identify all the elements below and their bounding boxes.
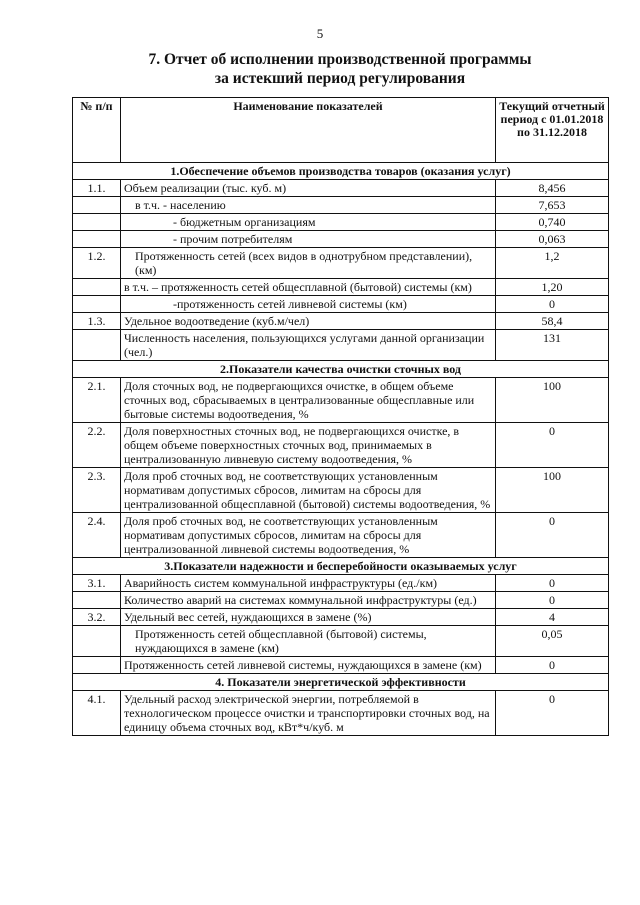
row-value: 0 [496,657,609,674]
table-row [73,468,609,513]
row-name: Доля сточных вод, не подвергающихся очистке, в общем объеме сточных вод, сбрасываемых в централизованные общесплавные или бытовые системы водоотведения, % [121,378,496,423]
table-row [73,214,609,231]
row-name: Удельный расход электрической энергии, потребляемой в технологическом процессе очистки и транспортировки сточных вод, на единицу объема сточных вод, кВт*ч/куб. м [121,691,496,736]
table-row [73,609,609,626]
row-num [73,592,121,609]
row-num: 2.4. [73,513,121,558]
row-value: 58,4 [496,313,609,330]
row-num: 1.2. [73,248,121,279]
section-title: 2.Показатели качества очистки сточных вод [73,361,609,378]
row-name: -протяженность сетей ливневой системы (км) [121,296,496,313]
title-line-2: за истекший период регулирования [214,70,466,87]
row-value: 100 [496,378,609,423]
row-value: 1,2 [496,248,609,279]
section-row [73,361,609,378]
header-value: Текущий отчетный период с 01.01.2018 по 31.12.2018 [496,98,609,163]
section-row [73,558,609,575]
section-row [73,163,609,180]
section-title: 4. Показатели энергетической эффективности [73,674,609,691]
row-value: 100 [496,468,609,513]
row-num [73,626,121,657]
row-value: 8,456 [496,180,609,197]
section-title: 1.Обеспечение объемов производства товаров (оказания услуг) [73,163,609,180]
row-num: 3.1. [73,575,121,592]
row-name: Протяженность сетей общесплавной (бытовой) системы, нуждающихся в замене (км) [121,626,496,657]
row-name: - прочим потребителям [121,231,496,248]
table-row [73,279,609,296]
table-row [73,231,609,248]
row-name: Протяженность сетей (всех видов в однотрубном представлении), (км) [121,248,496,279]
row-num [73,197,121,214]
row-name: Доля проб сточных вод, не соответствующих установленным нормативам допустимых сбросов, лимитам на сбросы для централизованной ливневой системы водоотведения, % [121,513,496,558]
row-value: 1,20 [496,279,609,296]
table-row [73,575,609,592]
row-name: Удельный вес сетей, нуждающихся в замене (%) [121,609,496,626]
row-num: 2.2. [73,423,121,468]
row-name: в т.ч. – протяженность сетей общесплавной (бытовой) системы (км) [121,279,496,296]
row-value: 131 [496,330,609,361]
row-name: - бюджетным организациям [121,214,496,231]
row-value: 7,653 [496,197,609,214]
row-value: 0 [496,513,609,558]
row-name: Аварийность систем коммунальной инфраструктуры (ед./км) [121,575,496,592]
row-value: 0,05 [496,626,609,657]
row-num [73,657,121,674]
row-num [73,214,121,231]
row-value: 4 [496,609,609,626]
header-num: № п/п [73,98,121,163]
row-value: 0,740 [496,214,609,231]
section-row [73,674,609,691]
row-num: 1.1. [73,180,121,197]
table-row [73,626,609,657]
table-row [73,296,609,313]
header-name: Наименование показателей [121,98,496,163]
table-row [73,657,609,674]
row-num: 4.1. [73,691,121,736]
row-name: Доля проб сточных вод, не соответствующих установленным нормативам допустимых сбросов, лимитам на сбросы для централизованной общесплавной (бытовой) системы водоотведения, % [121,468,496,513]
table-row [73,180,609,197]
row-value: 0 [496,691,609,736]
row-value: 0,063 [496,231,609,248]
row-name: Объем реализации (тыс. куб. м) [121,180,496,197]
table-row [73,592,609,609]
row-value: 0 [496,592,609,609]
row-num [73,330,121,361]
row-value: 0 [496,296,609,313]
row-num [73,279,121,296]
row-value: 0 [496,423,609,468]
row-name: Удельное водоотведение (куб.м/чел) [121,313,496,330]
row-num [73,296,121,313]
table-row [73,423,609,468]
title-line-1: 7. Отчет об исполнении производственной программы [148,51,532,68]
row-name: в т.ч. - населению [121,197,496,214]
row-num: 1.3. [73,313,121,330]
table-row [73,691,609,736]
row-name: Численность населения, пользующихся услугами данной организации (чел.) [121,330,496,361]
row-name: Доля поверхностных сточных вод, не подвергающихся очистке, в общем объеме поверхностных сточных вод, принимаемых в централизованную ливневую систему водоотведения, % [121,423,496,468]
table-header-row [73,98,609,163]
document-title [70,50,610,88]
table-row [73,513,609,558]
table-row [73,248,609,279]
row-num: 2.1. [73,378,121,423]
section-title: 3.Показатели надежности и бесперебойности оказываемых услуг [73,558,609,575]
table-row [73,197,609,214]
table-row [73,330,609,361]
row-num: 3.2. [73,609,121,626]
row-name: Протяженность сетей ливневой системы, нуждающихся в замене (км) [121,657,496,674]
table-row [73,378,609,423]
report-table [72,97,609,736]
row-name: Количество аварий на системах коммунальной инфраструктуры (ед.) [121,592,496,609]
row-num [73,231,121,248]
row-value: 0 [496,575,609,592]
table-row [73,313,609,330]
row-num: 2.3. [73,468,121,513]
page-number: 5 [316,26,324,41]
